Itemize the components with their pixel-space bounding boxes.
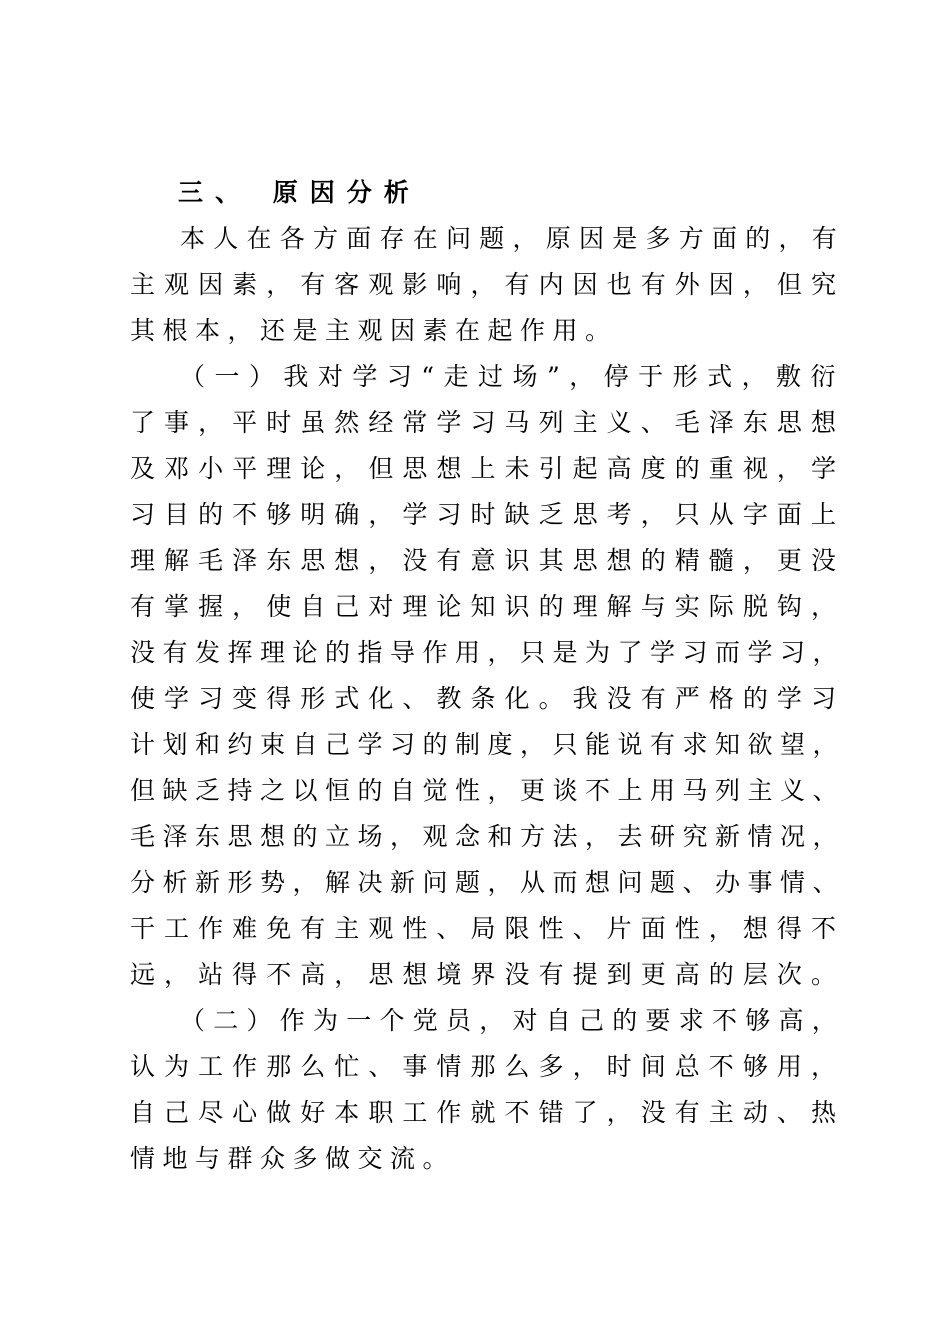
paragraph-line: 远，站得不高，思想境界没有提到更高的层次。 [130, 960, 845, 989]
paragraph-line: 分析新形势，解决新问题，从而想问题、办事情、 [130, 868, 845, 897]
paragraph-line: 习目的不够明确，学习时缺乏思考，只从字面上 [130, 500, 845, 529]
paragraph-line: 有掌握，使自己对理论知识的理解与实际脱钩， [130, 592, 845, 621]
paragraph-line: 认为工作那么忙、事情那么多，时间总不够用， [130, 1052, 845, 1081]
paragraph-line: 本人在各方面存在问题，原因是多方面的，有 [180, 224, 845, 253]
paragraph-line: （一）我对学习“走过场”，停于形式，敷衍 [180, 362, 845, 391]
paragraph-line: 干工作难免有主观性、局限性、片面性，想得不 [130, 914, 845, 943]
paragraph-line: 自己尽心做好本职工作就不错了，没有主动、热 [130, 1098, 845, 1127]
paragraph-line: 及邓小平理论，但思想上未引起高度的重视，学 [130, 454, 845, 483]
paragraph-line: （二）作为一个党员，对自己的要求不够高， [180, 1006, 845, 1035]
paragraph-line: 主观因素，有客观影响，有内因也有外因，但究 [130, 270, 845, 299]
paragraph-line: 了事，平时虽然经常学习马列主义、毛泽东思想 [130, 408, 845, 437]
paragraph-line: 理解毛泽东思想，没有意识其思想的精髓，更没 [130, 546, 845, 575]
paragraph-line: 毛泽东思想的立场，观念和方法，去研究新情况， [130, 822, 845, 851]
paragraph-line: 情地与群众多做交流。 [130, 1144, 456, 1173]
section-heading: 三、 原因分析 [178, 178, 421, 207]
paragraph-line: 但缺乏持之以恒的自觉性，更谈不上用马列主义、 [130, 776, 845, 805]
paragraph-line: 其根本，还是主观因素在起作用。 [130, 316, 618, 345]
paragraph-line: 使学习变得形式化、教条化。我没有严格的学习 [130, 684, 845, 713]
paragraph-line: 没有发挥理论的指导作用，只是为了学习而学习， [130, 638, 845, 667]
paragraph-line: 计划和约束自己学习的制度，只能说有求知欲望， [130, 730, 845, 759]
